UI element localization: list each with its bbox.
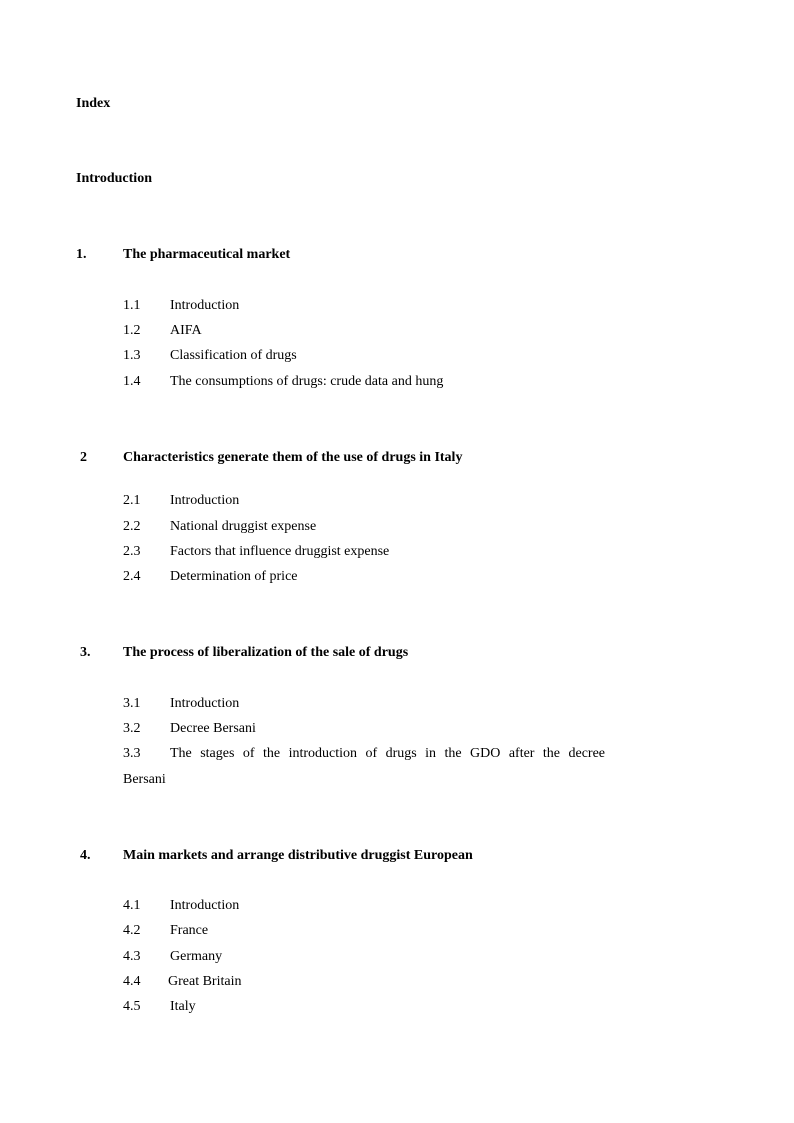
section-number: 2.1 <box>123 493 141 508</box>
section-title: The consumptions of drugs: crude data and hung <box>170 374 444 389</box>
section-title: Italy <box>170 999 196 1014</box>
section-number: 4.3 <box>123 949 141 964</box>
section-title: National druggist expense <box>170 519 317 534</box>
index-heading: Index <box>76 96 111 111</box>
chapter-title: The process of liberalization of the sale of drugs <box>123 645 409 660</box>
introduction-heading: Introduction <box>76 171 152 186</box>
section-title-line-1: The stages of the introduction of drugs in the GDO after the decree <box>170 746 605 761</box>
section-title: Great Britain <box>168 974 242 989</box>
section-number: 1.1 <box>123 298 141 313</box>
chapter-title: Characteristics generate them of the use of drugs in Italy <box>123 450 463 465</box>
section-title: Germany <box>170 949 223 964</box>
section-title: Decree Bersani <box>170 721 256 736</box>
section-number: 4.4 <box>123 974 141 989</box>
chapter-number: 1. <box>76 247 87 262</box>
section-title: Factors that influence druggist expense <box>170 544 390 559</box>
section-title: AIFA <box>170 323 202 338</box>
chapter-number: 3. <box>80 645 91 660</box>
chapter-number: 4. <box>80 848 91 863</box>
section-title: Introduction <box>170 298 240 313</box>
chapter-title: Main markets and arrange distributive druggist European <box>123 848 473 863</box>
section-number: 1.4 <box>123 374 141 389</box>
section-title: Introduction <box>170 696 240 711</box>
section-number: 3.2 <box>123 721 141 736</box>
section-number: 4.5 <box>123 999 141 1014</box>
section-number: 1.3 <box>123 348 141 363</box>
section-title: Introduction <box>170 898 240 913</box>
section-number: 1.2 <box>123 323 141 338</box>
section-title: Classification of drugs <box>170 348 297 363</box>
section-title-line-2: Bersani <box>123 772 166 787</box>
section-number: 4.2 <box>123 923 141 938</box>
section-title: Introduction <box>170 493 240 508</box>
section-number: 2.2 <box>123 519 141 534</box>
section-title: Determination of price <box>170 569 298 584</box>
section-number: 4.1 <box>123 898 141 913</box>
section-number: 2.3 <box>123 544 141 559</box>
section-number: 2.4 <box>123 569 141 584</box>
section-number: 3.3 <box>123 746 141 761</box>
chapter-title: The pharmaceutical market <box>123 247 291 262</box>
chapter-number: 2 <box>80 450 87 465</box>
section-number: 3.1 <box>123 696 141 711</box>
section-title: France <box>170 923 209 938</box>
